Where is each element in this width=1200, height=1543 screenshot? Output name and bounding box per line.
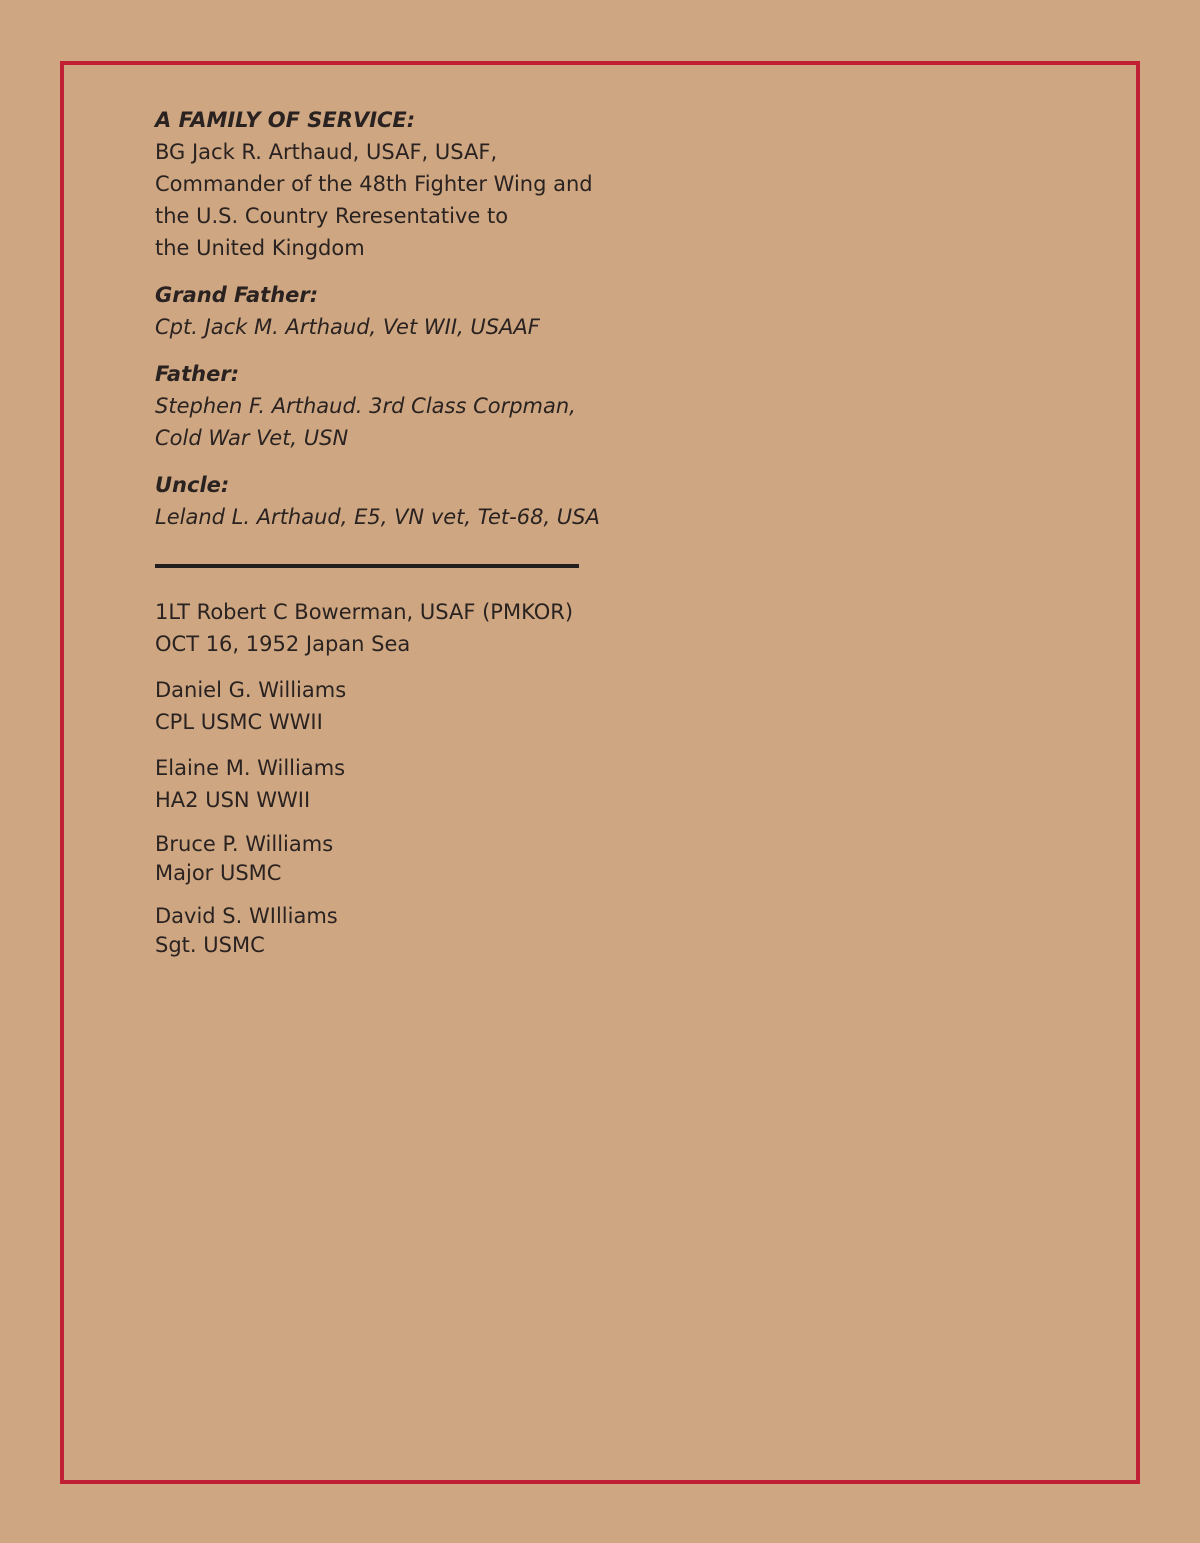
section-heading: A FAMILY OF SERVICE: <box>155 108 416 132</box>
grandfather-label: Grand Father: <box>155 283 319 307</box>
list-item <box>155 830 715 888</box>
uncle-label: Uncle: <box>155 473 230 497</box>
entry-detail: HA2 USN WWII <box>155 788 311 812</box>
entry-name: David S. WIlliams <box>155 904 338 928</box>
grandfather-block <box>155 279 715 343</box>
intro-line: the United Kingdom <box>155 236 365 260</box>
intro-line: BG Jack R. Arthaud, USAF, USAF, <box>155 140 498 164</box>
entry-name: Elaine M. Williams <box>155 756 346 780</box>
list-item <box>155 596 715 660</box>
family-of-service-section <box>155 104 715 548</box>
entry-detail: Sgt. USMC <box>155 933 265 957</box>
father-block <box>155 358 715 454</box>
father-line: Cold War Vet, USN <box>155 426 349 450</box>
list-item <box>155 674 715 738</box>
list-item <box>155 752 715 816</box>
grandfather-text: Cpt. Jack M. Arthaud, Vet WII, USAAF <box>155 315 540 339</box>
entry-detail: CPL USMC WWII <box>155 710 323 734</box>
uncle-block <box>155 469 715 533</box>
honoree-list <box>155 596 715 974</box>
uncle-text: Leland L. Arthaud, E5, VN vet, Tet-68, USA <box>155 505 600 529</box>
father-line: Stephen F. Arthaud. 3rd Class Corpman, <box>155 394 576 418</box>
entry-detail: OCT 16, 1952 Japan Sea <box>155 632 411 656</box>
father-label: Father: <box>155 362 240 386</box>
intro-line: the U.S. Country Reresentative to <box>155 204 509 228</box>
intro-block <box>155 104 715 264</box>
intro-line: Commander of the 48th Fighter Wing and <box>155 172 593 196</box>
list-item <box>155 902 715 960</box>
entry-name: 1LT Robert C Bowerman, USAF (PMKOR) <box>155 600 574 624</box>
entry-name: Daniel G. Williams <box>155 678 347 702</box>
section-divider <box>155 564 579 568</box>
entry-detail: Major USMC <box>155 861 282 885</box>
entry-name: Bruce P. Williams <box>155 832 334 856</box>
